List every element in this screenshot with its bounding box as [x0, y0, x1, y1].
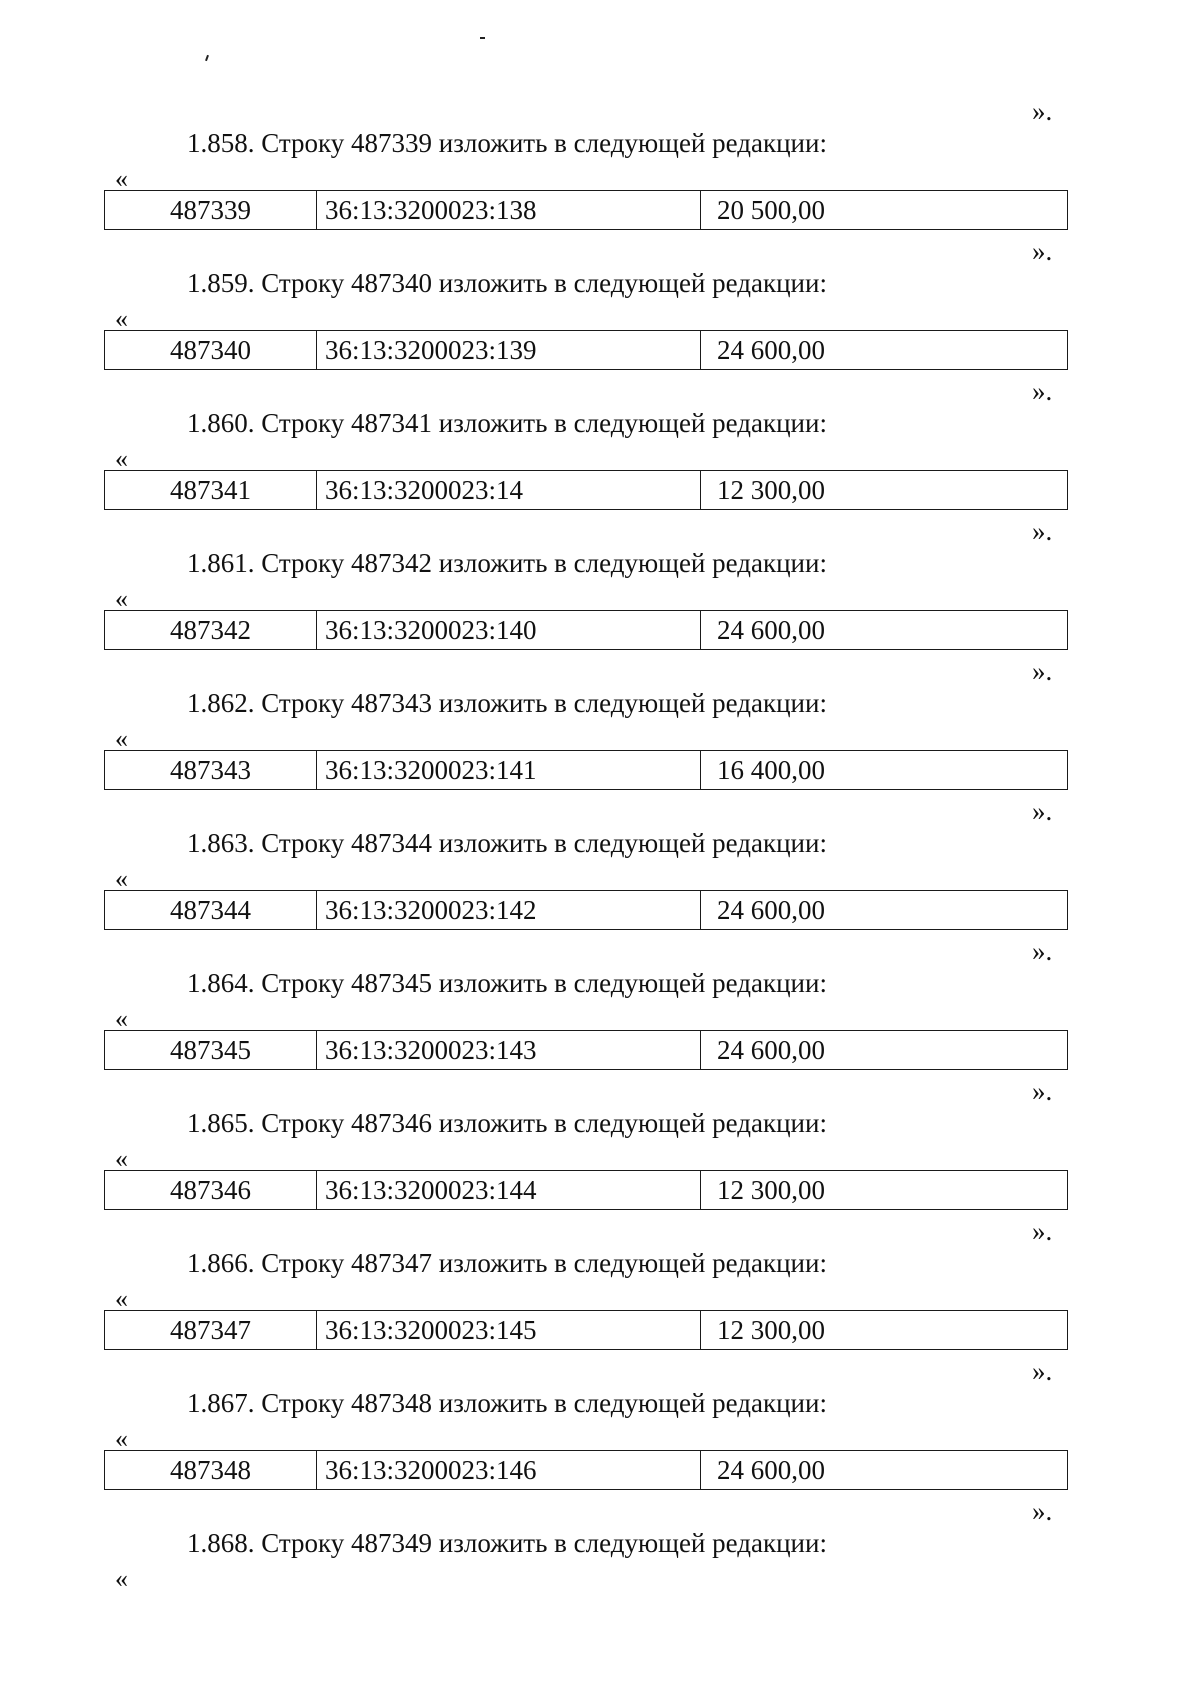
opening-quote: « — [115, 1564, 128, 1593]
item-number: 1.865. — [187, 1108, 255, 1138]
amount-cell: 24 600,00 — [717, 334, 825, 365]
opening-quote: « — [115, 1284, 128, 1313]
amendment-heading — [187, 548, 827, 578]
table-row — [104, 1170, 1068, 1210]
cadastral-number-cell: 36:13:3200023:145 — [317, 1311, 701, 1349]
amendment-heading — [187, 1388, 827, 1418]
row-reference: Строку 487346 — [261, 1108, 433, 1138]
heading-suffix: изложить в следующей редакции: — [438, 1388, 827, 1418]
item-number: 1.861. — [187, 548, 255, 578]
closing-quote: ». — [1032, 376, 1053, 406]
row-reference: Строку 487342 — [261, 548, 433, 578]
cadastral-number-cell: 36:13:3200023:140 — [317, 611, 701, 649]
row-reference: Строку 487348 — [261, 1388, 433, 1418]
amount-cell: 24 600,00 — [717, 1034, 825, 1065]
closing-quote: ». — [1032, 516, 1053, 546]
opening-quote: « — [115, 1144, 128, 1173]
amendment-heading — [187, 1528, 827, 1558]
item-number: 1.863. — [187, 828, 255, 858]
amount-cell: 20 500,00 — [717, 194, 825, 225]
table-row — [104, 890, 1068, 930]
amount-cell: 16 400,00 — [717, 754, 825, 785]
opening-quote: « — [115, 1424, 128, 1453]
amount-cell: 24 600,00 — [717, 894, 825, 925]
table-row — [104, 610, 1068, 650]
row-reference: Строку 487349 — [261, 1528, 433, 1558]
table-row — [104, 190, 1068, 230]
heading-suffix: изложить в следующей редакции: — [438, 1248, 827, 1278]
closing-quote: ». — [1032, 936, 1053, 966]
row-reference: Строку 487343 — [261, 688, 433, 718]
item-number: 1.862. — [187, 688, 255, 718]
row-reference: Строку 487347 — [261, 1248, 433, 1278]
opening-quote: « — [115, 864, 128, 893]
row-reference: Строку 487344 — [261, 828, 433, 858]
amendment-heading — [187, 828, 827, 858]
item-number: 1.868. — [187, 1528, 255, 1558]
heading-suffix: изложить в следующей редакции: — [438, 968, 827, 998]
row-number-cell: 487345 — [105, 1031, 317, 1069]
cadastral-number-cell: 36:13:3200023:138 — [317, 191, 701, 229]
row-reference: Строку 487340 — [261, 268, 433, 298]
opening-quote: « — [115, 584, 128, 613]
row-number-cell: 487344 — [105, 891, 317, 929]
row-number-cell: 487346 — [105, 1171, 317, 1209]
amendment-heading — [187, 968, 827, 998]
table-row — [104, 750, 1068, 790]
item-number: 1.859. — [187, 268, 255, 298]
row-number-cell: 487339 — [105, 191, 317, 229]
cadastral-number-cell: 36:13:3200023:142 — [317, 891, 701, 929]
opening-quote: « — [115, 1004, 128, 1033]
row-reference: Строку 487345 — [261, 968, 433, 998]
row-number-cell: 487340 — [105, 331, 317, 369]
table-row — [104, 1450, 1068, 1490]
heading-suffix: изложить в следующей редакции: — [438, 268, 827, 298]
heading-suffix: изложить в следующей редакции: — [438, 828, 827, 858]
closing-quote: ». — [1032, 1216, 1053, 1246]
amount-cell: 24 600,00 — [717, 614, 825, 645]
opening-quote: « — [115, 444, 128, 473]
heading-suffix: изложить в следующей редакции: — [438, 1108, 827, 1138]
cadastral-number-cell: 36:13:3200023:146 — [317, 1451, 701, 1489]
amendment-heading — [187, 128, 827, 158]
opening-quote: « — [115, 304, 128, 333]
heading-suffix: изложить в следующей редакции: — [438, 1528, 827, 1558]
opening-quote: « — [115, 724, 128, 753]
amendment-heading — [187, 688, 827, 718]
cadastral-number-cell: 36:13:3200023:141 — [317, 751, 701, 789]
closing-quote: ». — [1032, 796, 1053, 826]
amendment-heading — [187, 1248, 827, 1278]
scan-speck — [480, 37, 485, 39]
closing-quote: ». — [1032, 1356, 1053, 1386]
heading-suffix: изложить в следующей редакции: — [438, 128, 827, 158]
amendment-heading — [187, 408, 827, 438]
closing-quote: ». — [1032, 96, 1053, 126]
heading-suffix: изложить в следующей редакции: — [438, 408, 827, 438]
amount-cell: 12 300,00 — [717, 1174, 825, 1205]
closing-quote: ». — [1032, 1076, 1053, 1106]
row-number-cell: 487347 — [105, 1311, 317, 1349]
closing-quote: ». — [1032, 236, 1053, 266]
cadastral-number-cell: 36:13:3200023:144 — [317, 1171, 701, 1209]
item-number: 1.860. — [187, 408, 255, 438]
row-number-cell: 487341 — [105, 471, 317, 509]
row-number-cell: 487348 — [105, 1451, 317, 1489]
cadastral-number-cell: 36:13:3200023:14 — [317, 471, 701, 509]
closing-quote: ». — [1032, 656, 1053, 686]
row-reference: Строку 487341 — [261, 408, 433, 438]
table-row — [104, 1310, 1068, 1350]
table-row — [104, 470, 1068, 510]
amount-cell: 12 300,00 — [717, 1314, 825, 1345]
item-number: 1.867. — [187, 1388, 255, 1418]
item-number: 1.858. — [187, 128, 255, 158]
row-number-cell: 487342 — [105, 611, 317, 649]
cadastral-number-cell: 36:13:3200023:143 — [317, 1031, 701, 1069]
table-row — [104, 330, 1068, 370]
amount-cell: 12 300,00 — [717, 474, 825, 505]
item-number: 1.864. — [187, 968, 255, 998]
scan-speck — [205, 55, 209, 61]
item-number: 1.866. — [187, 1248, 255, 1278]
closing-quote: ». — [1032, 1496, 1053, 1526]
amendment-heading — [187, 268, 827, 298]
heading-suffix: изложить в следующей редакции: — [438, 688, 827, 718]
row-reference: Строку 487339 — [261, 128, 433, 158]
cadastral-number-cell: 36:13:3200023:139 — [317, 331, 701, 369]
table-row — [104, 1030, 1068, 1070]
amendment-heading — [187, 1108, 827, 1138]
opening-quote: « — [115, 164, 128, 193]
row-number-cell: 487343 — [105, 751, 317, 789]
heading-suffix: изложить в следующей редакции: — [438, 548, 827, 578]
amount-cell: 24 600,00 — [717, 1454, 825, 1485]
